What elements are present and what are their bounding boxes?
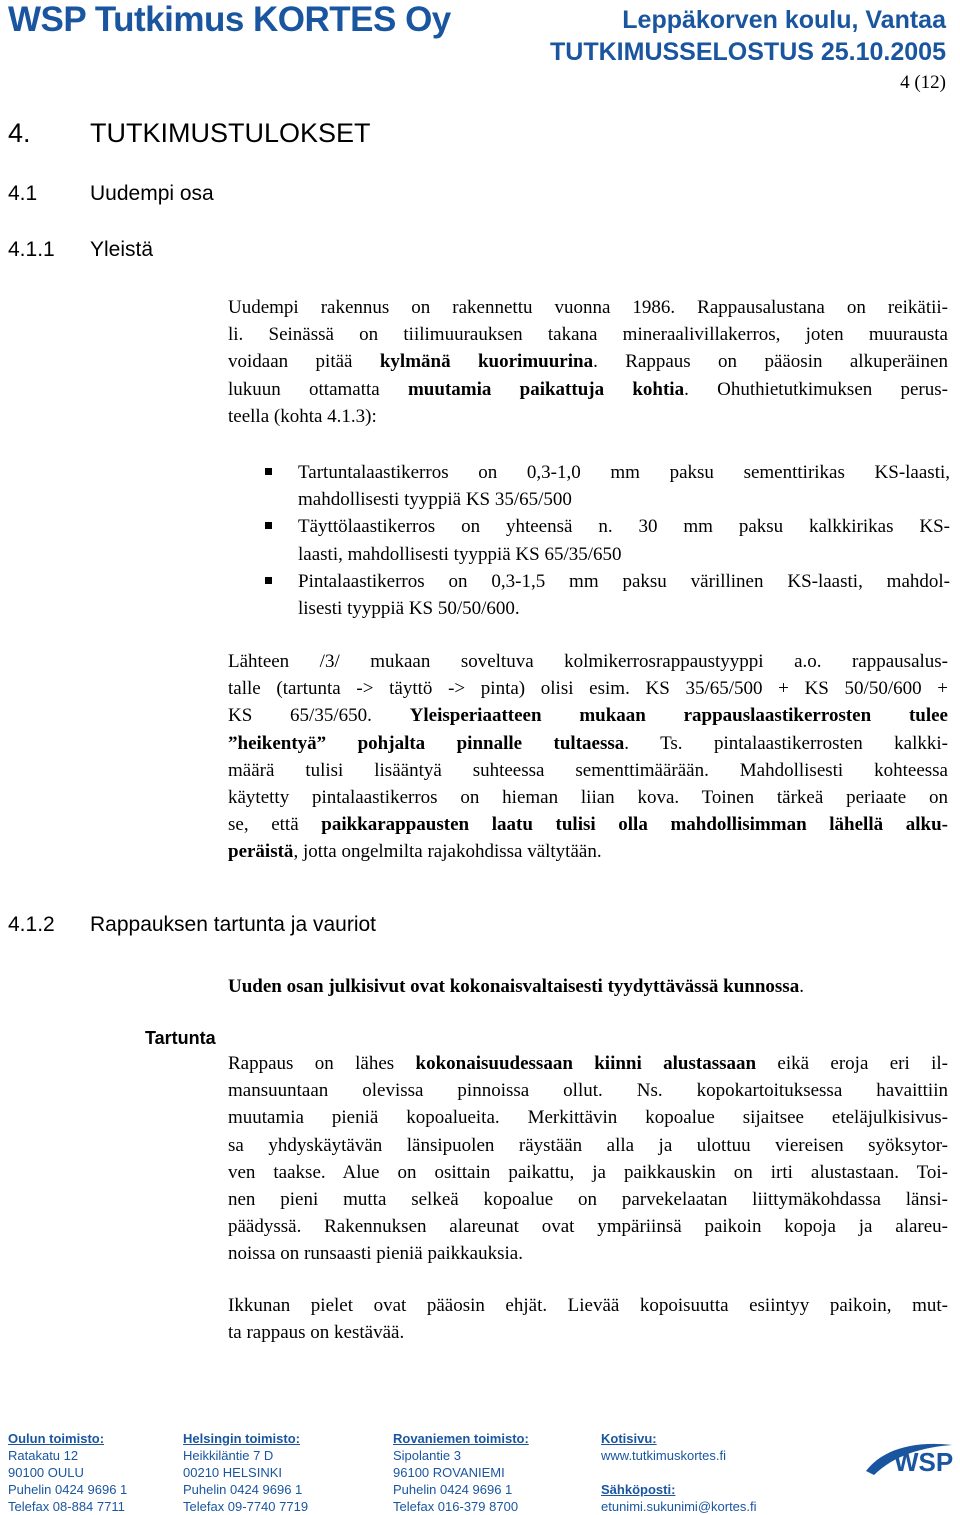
subsection-number: 4.1 <box>8 182 38 205</box>
text-line: Täyttölaastikerros on yhteensä n. 30 mm paksu kalkkirikas KS- <box>298 516 950 538</box>
bold-text: kylmänä kuorimuurina <box>379 351 594 373</box>
paragraph-1 <box>228 294 948 430</box>
footer-helsinki <box>183 1430 308 1515</box>
list-item <box>265 459 950 513</box>
company-logo: WSP Tutkimus KORTES Oy <box>8 0 451 39</box>
text-line: Ikkunan pielet ovat pääosin ehjät. Lievää kopoisuutta esiintyy paikoin, mut- <box>228 1295 948 1316</box>
square-bullet-icon <box>265 468 272 475</box>
footer-title: Kotisivu: <box>601 1431 657 1446</box>
text-line <box>228 348 948 375</box>
footer-line: Telefax 09-7740 7719 <box>183 1499 309 1514</box>
subsubsection-heading-1 <box>8 238 153 262</box>
subsubsection-number-2: 4.1.2 <box>8 913 55 936</box>
text-line <box>228 730 948 757</box>
text-line: sa yhdyskäytävän länsipuolen räystään alla ja ulottuu viereisen syöksytor- <box>228 1134 948 1156</box>
bold-text: muutamia paikattuja kohtia <box>407 378 685 400</box>
footer-line: Puhelin 0424 9696 1 <box>8 1482 128 1497</box>
subsubsection-title-1: Yleistä <box>90 238 154 261</box>
bold-text: ”heikentyä” pohjalta pinnalle tultaessa <box>228 732 625 754</box>
text-run: voidaan pitää <box>228 351 380 373</box>
text-line: Uudempi rakennus on rakennettu vuonna 1986. Rappausalustana on reikätii- <box>228 297 948 318</box>
list-item <box>265 568 950 622</box>
school-name: Leppäkorven koulu, Vantaa <box>622 6 946 34</box>
text-line: mahdollisesti tyyppiä KS 35/65/500 <box>298 489 572 511</box>
footer-line: Heikkiläntie 7 D <box>183 1448 274 1463</box>
text-run: lukuun ottamatta <box>228 378 408 400</box>
text-line <box>228 376 948 403</box>
text-run: . Ohuthietutkimuksen perus- <box>684 378 948 400</box>
footer-line: 90100 OULU <box>8 1465 84 1480</box>
footer-title: Helsingin toimisto: <box>183 1431 300 1446</box>
subsubsection-heading-2 <box>8 913 376 937</box>
text-line: lisesti tyyppiä KS 50/50/600. <box>298 598 520 620</box>
text-line: määrä tulisi lisääntyä suhteessa sementtimäärään. Mahdollisesti kohteessa <box>228 759 948 781</box>
footer-title: Rovaniemen toimisto: <box>393 1431 529 1446</box>
report-title: TUTKIMUSSELOSTUS 25.10.2005 <box>550 38 946 66</box>
subsection-heading <box>8 182 214 206</box>
paragraph-4 <box>228 1292 948 1346</box>
text-line: ta rappaus on kestävää. <box>228 1322 405 1344</box>
text-run: se, että <box>228 814 322 836</box>
square-bullet-icon <box>265 577 272 584</box>
footer-oulu <box>8 1430 127 1515</box>
bold-text: kokonaisuudessaan kiinni alustassaan <box>415 1053 757 1074</box>
text-line: ven taakse. Alue on osittain paikattu, ja paikkauskin on irti alustastaan. Toi- <box>228 1161 948 1183</box>
footer-contact <box>601 1430 757 1515</box>
wsp-footer-logo <box>864 1437 954 1477</box>
section-heading <box>8 118 371 149</box>
text-run: . <box>799 976 804 997</box>
paragraph-2 <box>228 648 948 866</box>
bold-text: Uuden osan julkisivut ovat kokonaisvaltaisesti tyydyttävässä kunnossa <box>228 976 800 997</box>
text-line <box>228 973 948 1000</box>
bold-text: paikkarappausten laatu tulisi olla mahdollisimman lähellä alku- <box>321 814 948 836</box>
text-line: nen pieni mutta selkeä kopoalue on parvekelaatan liittymäkohdassa länsi- <box>228 1189 948 1211</box>
footer-line: Puhelin 0424 9696 1 <box>183 1482 303 1497</box>
text-run: . Rappaus on pääosin alkuperäinen <box>593 351 948 373</box>
footer-line: Telefax 08-884 7711 <box>8 1499 125 1514</box>
footer-line: Puhelin 0424 9696 1 <box>393 1482 513 1497</box>
text-line <box>228 811 948 838</box>
footer-title: Oulun toimisto: <box>8 1431 105 1446</box>
square-bullet-icon <box>265 522 272 529</box>
text-run: , jotta ongelmilta rajakohdissa vältytään. <box>293 841 602 863</box>
text-line: mansuuntaan olevissa pinnoissa ollut. Ns. kopokartoituksessa havaittiin <box>228 1080 948 1102</box>
text-run: eikä eroja eri il- <box>756 1053 948 1074</box>
text-line: laasti, mahdollisesti tyyppiä KS 65/35/650 <box>298 543 622 565</box>
footer-line: 00210 HELSINKI <box>183 1465 283 1480</box>
text-line: Lähteen /3/ mukaan soveltuva kolmikerrosrappaustyyppi a.o. rappausalus- <box>228 651 948 672</box>
section-number: 4. <box>8 118 31 148</box>
section-title: TUTKIMUSTULOKSET <box>90 118 371 148</box>
text-run: KS 65/35/650. <box>228 705 410 727</box>
text-line: päädyssä. Rakennuksen alareunat ovat ympäriinsä paikoin kopoja ja alareu- <box>228 1216 948 1238</box>
text-run: Rappaus on lähes <box>228 1053 416 1074</box>
footer-line: Ratakatu 12 <box>8 1448 79 1463</box>
bullet-list <box>265 459 950 622</box>
side-label: Tartunta <box>145 1028 216 1048</box>
text-line: li. Seinässä on tiilimuurauksen takana mineraalivillakerros, joten muurausta <box>228 324 948 346</box>
footer-line: Sipolantie 3 <box>393 1448 461 1463</box>
footer-title: Sähköposti: <box>601 1482 676 1497</box>
bold-text: Yleisperiaatteen mukaan rappauslaastikerrosten tulee <box>409 705 948 727</box>
text-line: teella (kohta 4.1.3): <box>228 405 377 427</box>
page-number: 4 (12) <box>900 72 946 93</box>
subsubsection-title-2: Rappauksen tartunta ja vauriot <box>90 913 377 936</box>
website-link[interactable]: www.tutkimuskortes.fi <box>601 1448 726 1463</box>
email-link[interactable]: etunimi.sukunimi@kortes.fi <box>601 1499 757 1514</box>
text-line: Pintalaastikerros on 0,3-1,5 mm paksu värillinen KS-laasti, mahdol- <box>298 570 950 592</box>
text-line: Tartuntalaastikerros on 0,3-1,0 mm paksu sementtirikas KS-laasti, <box>298 462 950 483</box>
text-line: käytetty pintalaastikerros on hieman liian kova. Toinen tärkeä periaate on <box>228 787 948 809</box>
footer-line: Telefax 016-379 8700 <box>393 1499 519 1514</box>
text-line: talle (tartunta -> täyttö -> pinta) olisi esim. KS 35/65/500 + KS 50/50/600 + <box>228 678 948 700</box>
subsection-title: Uudempi osa <box>90 182 214 205</box>
footer-rovaniemi <box>393 1430 529 1515</box>
text-line <box>228 838 948 865</box>
footer-line: 96100 ROVANIEMI <box>393 1465 505 1480</box>
subsubsection-number-1: 4.1.1 <box>8 238 55 261</box>
text-line <box>228 702 948 729</box>
bold-text: peräistä <box>228 841 294 863</box>
paragraph-3 <box>228 1050 948 1268</box>
text-line: muutamia pieniä kopoalueita. Merkittävin kopoalue sijaitsee eteläjulkisivus- <box>228 1107 948 1129</box>
summary-statement <box>228 973 948 1000</box>
list-item <box>265 513 950 567</box>
text-line: noissa on runsaasti pieniä paikkauksia. <box>228 1243 523 1265</box>
text-run: . Ts. pintalaastikerrosten kalkki- <box>624 732 948 754</box>
footer-logo-text: WSP <box>894 1447 954 1477</box>
text-line <box>228 1050 948 1077</box>
